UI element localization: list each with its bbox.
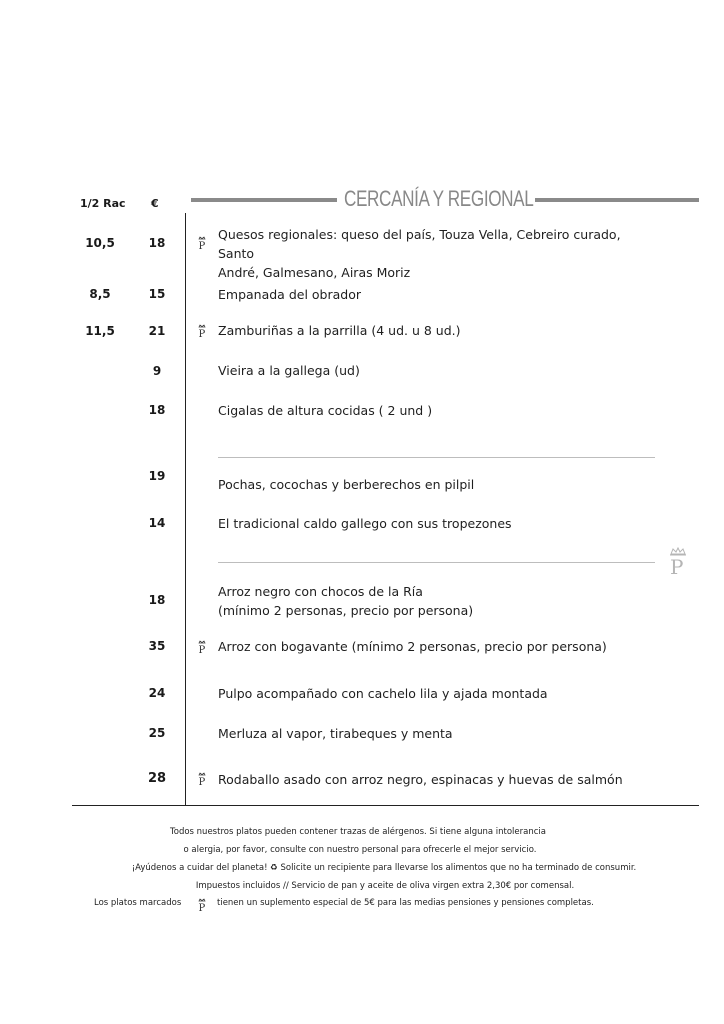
ration-price: 9 — [152, 364, 162, 378]
dish-line: (mínimo 2 personas, precio por persona) — [218, 603, 474, 618]
dish-name: Pulpo acompañado con cachelo lila y ajada montada — [218, 686, 548, 701]
supplement-mark-icon — [197, 236, 207, 250]
dish-name: El tradicional caldo gallego con sus tropezones — [218, 516, 512, 531]
svg-text:P: P — [198, 241, 206, 250]
footer-allergen-line-2: o alergia, por favor, consulte con nuestro personal para ofrecerle el mejor servicio. — [183, 845, 537, 855]
half-ration-price: 11,5 — [85, 324, 115, 338]
section-separator-1 — [218, 457, 655, 458]
ration-price: 24 — [148, 686, 166, 700]
ration-price: 25 — [148, 726, 166, 740]
section-title: CERCANÍA Y REGIONAL — [344, 186, 534, 211]
dish-line: André, Galmesano, Airas Moriz — [218, 265, 411, 280]
svg-text:P: P — [198, 329, 206, 338]
ration-price: 35 — [148, 639, 166, 653]
supplement-mark-icon — [197, 897, 207, 911]
ration-price: 18 — [148, 236, 166, 250]
menu-bottom-rule — [72, 805, 699, 806]
footer-planet-note: ¡Ayúdenos a cuidar del planeta! ♻ Solicite un recipiente para llevarse los alimentos que no ha terminado de consumir. — [131, 863, 637, 873]
footer-supplement-label: Los platos marcados — [94, 898, 182, 908]
dish-name: Merluza al vapor, tirabeques y menta — [218, 726, 453, 741]
ration-price: 21 — [148, 324, 166, 338]
svg-text:P: P — [198, 903, 206, 912]
header-rule-right — [535, 198, 699, 202]
ration-price: 18 — [148, 593, 166, 607]
column-divider — [185, 213, 186, 806]
footer-taxes-note: Impuestos incluidos // Servicio de pan y aceite de oliva virgen extra 2,30€ por comensal. — [195, 881, 575, 891]
footer-supplement-text: tienen un suplemento especial de 5€ para las medias pensiones y pensiones completas. — [217, 898, 594, 908]
dish-line: Quesos regionales: queso del país, Touza Vella, Cebreiro curado, Santo — [218, 227, 621, 261]
half-ration-price: 10,5 — [85, 236, 115, 250]
dish-line: Arroz negro con chocos de la Ría — [218, 584, 423, 599]
svg-text:P: P — [198, 777, 206, 786]
supplement-mark-icon — [197, 324, 207, 338]
dish-name: Rodaballo asado con arroz negro, espinacas y huevas de salmón — [218, 772, 623, 787]
dish-name — [218, 225, 658, 282]
column-header-price: € — [151, 197, 159, 210]
crown-p-logo-icon — [666, 546, 690, 580]
logo-letter: P — [670, 555, 684, 579]
dish-name: Cigalas de altura cocidas ( 2 und ) — [218, 403, 433, 418]
column-header-half-ration: 1/2 Rac — [80, 197, 126, 210]
svg-text:P: P — [198, 645, 206, 654]
ration-price: 18 — [148, 403, 166, 417]
header-rule-left — [191, 198, 337, 202]
supplement-mark-icon — [197, 640, 207, 654]
ration-price: 14 — [148, 516, 166, 530]
footer-allergen-line-1: Todos nuestros platos pueden contener trazas de alérgenos. Si tiene alguna intolerancia — [170, 827, 546, 837]
dish-name — [218, 582, 658, 620]
dish-name: Empanada del obrador — [218, 287, 361, 302]
supplement-mark-icon — [197, 772, 207, 786]
dish-name: Vieira a la gallega (ud) — [218, 363, 360, 378]
section-separator-2 — [218, 562, 655, 563]
ration-price: 19 — [148, 469, 166, 483]
dish-name: Pochas, cocochas y berberechos en pilpil — [218, 477, 475, 492]
ration-price: 15 — [148, 287, 166, 301]
ration-price: 28 — [147, 771, 167, 786]
dish-name: Arroz con bogavante (mínimo 2 personas, precio por persona) — [218, 639, 607, 654]
half-ration-price: 8,5 — [89, 287, 111, 301]
dish-name: Zamburiñas a la parrilla (4 ud. u 8 ud.) — [218, 323, 461, 338]
